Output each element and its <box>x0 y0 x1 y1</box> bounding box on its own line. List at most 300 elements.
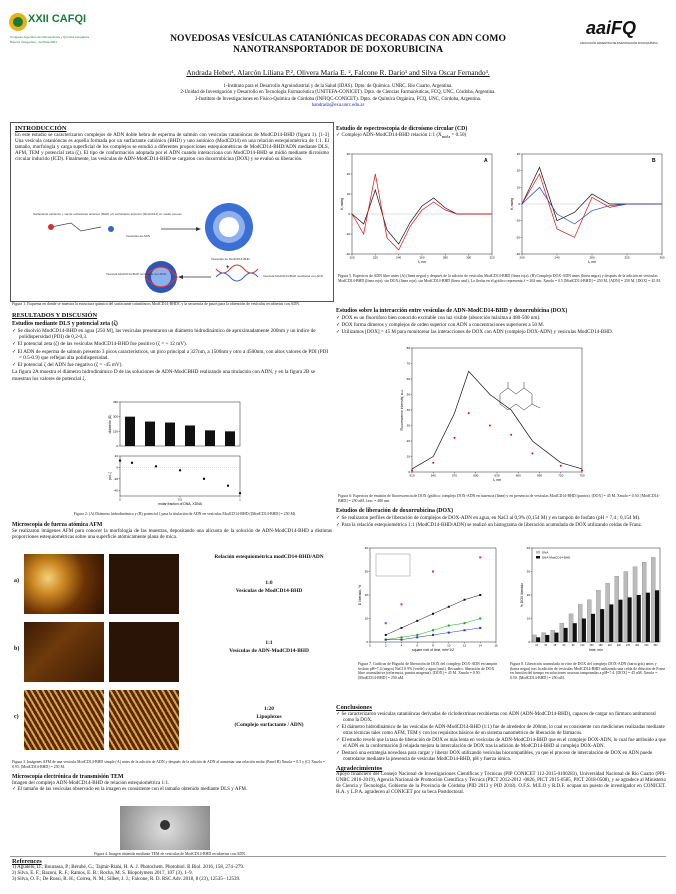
x-tick-label: 210 <box>607 644 612 647</box>
y-tick-label: 20 <box>114 454 118 458</box>
data-point <box>155 465 157 467</box>
x-axis-label: λ, nm <box>492 478 502 482</box>
x-tick-label: 690 <box>536 473 543 478</box>
cd-item-text: Complejo ADN-ModCD14-BHD relación 1:1 (X <box>341 132 442 138</box>
data-point <box>239 492 241 494</box>
bar-dna <box>560 623 564 642</box>
y-tick-label: 30 <box>516 152 520 156</box>
y-tick-label: -20 <box>113 476 118 481</box>
figure-7-caption: Figura 7. Gráficas de Higuchi de liberación de DOX del complejo DOX-ADN en tampón fosfato pH=7.4 (negro) NaCl 0.9% (verde) y agua (azul). Recuadro: liberación de DOX libre acumulativa (referencia, puntos magenta). [DOX] = 45 M. Xmola = 0.50. [ModCD14-BHD] = 250 nM. <box>358 662 498 681</box>
y-tick-label: 0 <box>116 465 118 470</box>
dls-item-2-text: El potencial zeta (ζ) de las vesículas ModCD14-BHD fue positivo (ζ = + 12 mV). <box>17 341 187 348</box>
bar-dna <box>651 557 655 642</box>
x-tick-label: 120 <box>580 644 585 647</box>
higuchi-point-azul <box>401 639 403 641</box>
x-tick-label: 280 <box>442 255 448 260</box>
data-point <box>227 485 229 487</box>
x-tick-label: 320 <box>489 255 495 260</box>
y-tick-label: 10 <box>346 192 350 196</box>
afm-a-ratio: 1:0 <box>265 580 273 586</box>
bar-dna-vesicle <box>582 619 586 643</box>
fluorescence-line <box>412 371 582 469</box>
x-tick-label: 1 <box>239 497 241 502</box>
higuchi-point-azul <box>385 639 387 641</box>
bar <box>225 431 235 446</box>
y-tick-label: 0 <box>408 470 410 474</box>
x-tick-label: 200 <box>349 255 355 260</box>
plus-sign: + <box>226 265 230 271</box>
surfactant-drawing <box>48 223 114 232</box>
panel-label-b: B <box>652 158 656 164</box>
y-axis-label: θ, mdeg <box>340 197 344 211</box>
x-tick-label: 540 <box>430 473 436 478</box>
x-tick-label: 300 <box>466 255 472 260</box>
fluorescence-point <box>581 469 583 471</box>
fluorescence-point <box>454 437 456 439</box>
data-point <box>203 478 205 480</box>
fig1-arrowhead-2 <box>178 275 183 279</box>
higuchi-point-negro <box>448 606 450 608</box>
legend-swatch-vesicle <box>536 556 540 559</box>
affiliation-2: 2-Unidad de Investigación y Desarrollo en Tecnología Farmacéutica (UNITEFA-CONICET). Dpto. de Ciencias Farmacéuticas, FCQ, UNC, Córdoba, Argentina. <box>180 90 496 96</box>
dox-item-2-text: DOX forma dímeros y complejos de orden superior con ADN a concentraciones superiores a 50 M. <box>341 322 545 329</box>
dox-list <box>336 315 666 335</box>
x-tick-label: 750 <box>579 473 585 478</box>
dox-item-1: ✓ DOX es un fluoróforo bien conocido excitable con luz visible (absorción máxima a 480-500 nm). <box>336 315 541 321</box>
figure-5-charts <box>338 146 668 272</box>
afm-ratio-title: Relación estequiométrica modCD14-BHD/ADN <box>214 554 324 560</box>
y-tick-label: 30 <box>526 569 530 574</box>
tem-image <box>120 806 210 850</box>
x-tick-label: 600 <box>473 473 479 478</box>
figure-8-caption: Figura 8. Liberación acumulada in vitro de DOX del complejo DOX-ADN (barra gris) antes y (barra negra) tras la adición de vesículas ModCD14-BHD utilizando una celda de difusión de Franz en función del tiempo en soluciones acuosas tamponadas a pH=7.4. [DOX] = 45 nM. Xmola = 0.50. [ModCD14-BHD] = 250 nM. <box>510 662 666 681</box>
x-tick-label: 10 <box>447 643 451 648</box>
release-section <box>336 508 666 529</box>
figure-2-charts <box>100 398 250 510</box>
chart-7 <box>358 546 498 652</box>
y-tick-label: 50 <box>406 392 410 397</box>
dls-item-1-text: Se disolvió ModCD14-BHD en agua [250 M], las vesículas presentaron un diámetro hidrodinámico de aproximadamente 200nm y un índice de polidispersidad (PDI) de 0,2-0,3. <box>17 328 316 341</box>
chart-2b <box>108 454 241 506</box>
x-tick-label: 45 <box>553 644 557 647</box>
y-tick-label: 30 <box>406 423 410 428</box>
intro-text: En este estudio se caracterizaron complejos de ADN doble hebra de esperma de salmón con vesículas catanióncas de ModCD14-BHD (figura 1). [1-3] Una vesícula catanióncas es aquella formada por un surfactante catiónico (BHD) y uno aniónico (ModCD14) en una relación estequiométrica de 1:1. El tamaño, morfología y carga superficial de los complejos se estudió a diferentes proporciones estequiométricas de ModCD14-BHD/ADN mediante DLS, AFM, TEM y potencial zeta (ζ). El tipo de conformación adoptada por el ADN cuando interacciona con ModCD14-BHD se midió mediante dicroísmo circular inducido (ICD). Finalmente, las vesículas de ADN-ModCD14-BHD se cargaron con doxorrubicina (DOX) y se evaluó su liberación. <box>15 132 329 163</box>
y-tick-label: 20 <box>516 168 520 173</box>
fluorescence-point <box>411 469 413 471</box>
x-tick-label: 330 <box>644 644 649 647</box>
panel-b-label: b) <box>14 646 20 652</box>
dox-item-1-text: DOX es un fluoróforo bien conocido excitable con luz visible (absorción máxima a 480-500 nm). <box>341 315 541 321</box>
conclusion-item-4: ✓ Destacó una estrategia novedosa para cargar y liberar DOX utilizando vesículas biocompatibles, ya que el proceso de intercalación de DOX en ADN puede controlarse mediante la presencia de vesículas ModCD14-BHD, pH y fuerza iónica. <box>336 751 653 762</box>
afm-heading: Microscopia de fuerza atómica AFM <box>12 522 103 528</box>
afm-image-a1 <box>24 554 104 614</box>
x-tick-label: 12 <box>462 643 467 648</box>
bar-dna-vesicle <box>573 623 577 642</box>
tem-text: Imagen del complejo ADN-ModCD14-BHD de relación estequiométrica 1:1. <box>12 780 170 786</box>
logo-left-sub2: Buenos Invirgentes - 1a Plata 2021 <box>10 40 57 44</box>
dls-list <box>12 328 332 382</box>
afm-b-ratio: 1:1 <box>265 640 273 646</box>
logo-right-text: aaiFQ <box>586 18 637 38</box>
cd-item-sub: mola <box>441 134 451 140</box>
conclusions-list <box>336 712 666 763</box>
y-tick-label: 80 <box>406 346 410 350</box>
dls-item-3: ✓ El ADN de esperma de salmón presento 3 picos característicos, un pico principal a 327nm, a 1500nm y otro a 4500nm, con altos valores de PDI (PDI = 0.5-0.9) que reflejan alta polidispersidad. <box>12 348 329 361</box>
bar-dna-vesicle <box>591 614 595 642</box>
fluorescence-point <box>560 465 562 467</box>
y-axis-label: diámetro (D) <box>108 414 112 434</box>
chart-2a <box>108 400 240 448</box>
x-tick-label: 570 <box>451 473 458 478</box>
inset-frame <box>376 554 410 576</box>
bar-dna-vesicle <box>536 637 540 642</box>
bar-dna-vesicle <box>637 595 641 642</box>
tem-item: ✓ El tamaño de las vesículas observado en la imagen es consistente con el tamaño obtenido mediante DLS y AFM. <box>12 786 248 793</box>
afm-text: Se realizaron imágenes AFM para conocer la morfología de las muestras, depositando una alícuota de la solución de ADN-ModCD14-BHD a distintas proporciones estequiométricas sobre una superficie atómicamente plana de mica. <box>12 528 332 541</box>
y-tick-label: 20 <box>364 593 368 597</box>
y-tick-label: 10 <box>364 616 368 621</box>
y-tick-label: 450 <box>112 400 118 404</box>
bar-dna <box>606 583 610 642</box>
bar-dna <box>578 604 582 642</box>
higuchi-point-negro <box>464 599 466 601</box>
cd-heading: Estudio de espectroscopia de dicroísmo circular (CD) <box>336 126 468 132</box>
x-tick-label: 14 <box>478 643 482 648</box>
authors <box>118 68 558 77</box>
dls-item-3-text: El ADN de esperma de salmón presento 3 picos característicos, un pico principal a 327nm, a 1500nm y otro a 4500nm, con altos valores de PDI (PDI = 0.5-0.9) que reflejan alta polidispersidad. <box>17 348 329 361</box>
bar-dna <box>624 572 628 643</box>
tem-heading: Microscopía electrónica de transmisión TEM <box>12 774 124 780</box>
dox-item-3: ✓ Utilizamos [DOX] = 45 M para monitorear las interacciones de DOX con ADN (complejo DOX-ADN) y vesículas ModCD14-BHD. <box>336 329 613 336</box>
figure-7-8-charts <box>336 544 666 658</box>
series-line-b-black <box>522 167 662 220</box>
bar-dna-vesicle <box>655 590 659 642</box>
fluorescence-point <box>510 434 512 436</box>
higuchi-point-verde <box>401 636 403 638</box>
release-item-1-text: Se realizaron perfiles de liberación de complejos de DOX-ADN en agua, en NaCl al 0,9% (0,154 M) y en tampón de fosfato (pH = 7,4 ; 0,154 M). <box>341 515 641 521</box>
affiliation-1: 1-Instituto para el Desarrollo Agroindustrial y de la Salud (IDAS). Dpto. de Química. UNRC. Río Cuarto, Argentina. <box>223 84 453 89</box>
higuchi-line-negro <box>386 595 481 635</box>
x-tick-label: 270 <box>626 644 630 647</box>
afm-image-a2 <box>109 554 179 614</box>
x-axis-label: λ, nm <box>587 260 597 264</box>
afm-c-label-2: (Complejo surfactante / ADN) <box>234 722 304 728</box>
bar-dna-vesicle <box>600 609 604 642</box>
references <box>12 858 662 883</box>
bar-dna-vesicle <box>609 604 613 642</box>
x-tick-label: 180 <box>598 644 603 647</box>
x-axis-label: molar fraction of DNA, XDNA <box>158 502 202 506</box>
dls-heading: Estudios mediante DLS y potencial zeta (ζ) <box>12 321 118 327</box>
higuchi-point-negro <box>385 634 387 636</box>
release-item-2: ✓ Para la relación estequiométrica 1:1 (ModCD14-BHD/ADN) se realizó un histograma de liberación acumulada de DOX utilizando celdas de Franz. <box>336 522 643 529</box>
y-tick-label: -20 <box>515 235 520 240</box>
bar-dna <box>569 614 573 642</box>
aaifq-logo <box>578 12 662 48</box>
panel-a-label: a) <box>14 578 19 584</box>
afm-a-label: Vesículas de ModCD14-BHD <box>235 588 303 594</box>
figure-1-scheme <box>11 197 333 297</box>
chart-6 <box>400 346 585 482</box>
chart-5a <box>340 152 495 264</box>
legend-label-dna: DNA <box>542 550 549 555</box>
dox-section <box>336 308 666 336</box>
higuchi-point-azul <box>448 632 450 634</box>
bar-dna <box>615 576 619 642</box>
figure-6-chart <box>390 344 590 494</box>
bar-dna <box>587 600 591 642</box>
chart-5b <box>510 152 665 264</box>
y-tick-label: 10 <box>526 616 530 621</box>
y-tick-label: 0 <box>366 640 368 644</box>
x-tick-label: 280 <box>589 255 595 260</box>
bar-dna <box>596 590 600 642</box>
results-heading: RESULTADOS Y DISCUSIÓN <box>12 312 98 319</box>
y-tick-label: 30 <box>364 569 368 574</box>
dox-item-2: ✓ DOX forma dímeros y complejos de orden superior con ADN a concentraciones superiores a 50 M. <box>336 322 545 329</box>
afm-section <box>12 522 332 540</box>
y-tick-label: 20 <box>406 439 410 443</box>
dox-bonds <box>508 382 540 408</box>
cd-section <box>336 126 666 139</box>
x-tick-label: 200 <box>519 255 525 260</box>
figure-6-caption: Figura 6: Espectros de emisión de fluorescencia de DOX (gráfica: complejo DOX-ADN en ausencia (línea) y en presencia de vesículas ModCD14-BHD (puntos). [DOX] = 45 M. Xmola = 0.50. [ModCD14-BHD] = 250 nM. λexc = 480 nm. <box>338 494 660 503</box>
conclusion-item-3-text: El estudio reveló que la tasa de liberación de DOX es más lenta en vesículas de ADN-ModCD14-BHD que en el complejo DOX-ADN, lo cual fue atribuido a que el ADN en la conformación β relajada mejora la intercalación de DOX tras la adición de ModCD14-BHD al complejo DOX-ADN. <box>341 738 666 749</box>
legend-label-vesicle: DNA-ModCD14-BHD <box>542 555 571 560</box>
y-axis-label: Fluorescence intensity, a.u. <box>400 389 404 431</box>
release-item-2-text: Para la relación estequiométrica 1:1 (ModCD14-BHD/ADN) se realizó un histograma de liberación acumulada de DOX utilizando celdas de Franz. <box>341 522 643 529</box>
release-heading: Estudios de liberación de doxorrubicina (DOX) <box>336 508 454 514</box>
bar-dna <box>532 635 536 642</box>
afm-image-b2 <box>109 622 179 682</box>
logo-right-sub: ASOCIACIÓN ARGENTINA DE INVESTIGACIÓN FISICOQUÍMICA <box>580 42 658 45</box>
x-tick-label: 240 <box>616 644 621 647</box>
bar <box>205 430 215 446</box>
bar-dna-vesicle <box>554 633 558 642</box>
conclusion-item-2-text: El diámetro hidrodinámico de las vesículas de ADN-ModCD14-BHD (1:1) fue de alrededor de 200nm, lo cual es consistente con mediciones realizadas mediante otras técnicas tales como AFM, TEM y con los requisitos básicos de un sistema nanométrico de liberación de fármacos. <box>341 725 665 736</box>
afm-image-c1 <box>24 690 104 750</box>
series-line-b-red <box>522 174 662 237</box>
dna-helix <box>216 265 258 281</box>
bar-dna <box>633 567 637 642</box>
logo-left-text: XXII CAFQI <box>28 13 87 25</box>
affiliations <box>118 84 558 109</box>
bar-dna-vesicle <box>564 628 568 642</box>
fig1-label-a: Surfactante catiónico + sal de surfactante aniónico (BHD) y/o surfactante aniónico (ModCD14) en medio acuoso <box>33 212 182 216</box>
y-tick-label: 20 <box>346 172 350 176</box>
logo-left-sub: Congreso Argentino de Fisicoquímica y Química Inorgánica <box>10 35 90 39</box>
higuchi-point-magenta <box>432 571 434 573</box>
conclusions-section <box>336 704 666 796</box>
thanks-text: Apoyo financiero del Consejo Nacional de Investigaciones Científicas y Técnicas (PIP CONICET 112-2015-0100283), Universidad Nacional de Río Cuarto (PPI-UNRC 2016-2019), Agencia Nacional de Promoción Científica y Técnica (PICT 2012-2012 -0826, PICT 2015-0585, PICT 2018-0508), y se agradece al Ministerio de Ciencia y Tecnología, Gobierno de la Provincia de Córdoba (PID 2013 y PID 2018). O.F.S. M.E.O y R.D.F. ocupan un puesto de investigador en CONICET. H.A. y L.P.A. agradecen al CONICET por su beca Postdoctoral. <box>336 772 666 795</box>
plot-frame <box>120 402 240 446</box>
x-tick-label: 16 <box>494 643 498 648</box>
data-point <box>131 462 133 464</box>
fig1-label-e: Vesícula ModCD14-BHD recubierta con ADN <box>263 274 323 278</box>
x-tick-label: 60 <box>562 644 566 647</box>
bar-dna-vesicle <box>646 593 650 642</box>
fig1-arrowhead-1 <box>196 227 201 231</box>
afm-image-b1 <box>24 622 104 682</box>
y-tick-label: -30 <box>515 252 520 256</box>
x-tick-label: 220 <box>372 255 378 260</box>
higuchi-point-verde <box>416 634 418 636</box>
x-tick-label: 0 <box>119 497 121 502</box>
plot-frame <box>352 154 492 254</box>
conclusion-item-1-text: Se caracterizaron vesículas catanióncas derivadas de ciclodextrinas recubiertas con ADN (ADN-ModCD14-BHD), capaces de cargar un fármaco antitumoral como la DOX. <box>341 712 656 723</box>
x-tick-label: 2 <box>384 643 387 648</box>
bar <box>125 417 135 446</box>
cd-item-end: = 0.50) <box>451 132 467 138</box>
series-line-a-black <box>352 190 492 244</box>
x-tick-label: 6 <box>416 643 419 648</box>
higuchi-point-verde <box>432 629 434 631</box>
fig1-label-b: Vesículas de ADN <box>126 234 151 238</box>
y-tick-label: 40 <box>364 546 368 550</box>
x-axis-label: λ, nm <box>417 260 427 264</box>
bar-dna <box>642 562 646 642</box>
y-axis-label: pot. ζ <box>108 471 112 481</box>
x-tick-label: 260 <box>419 255 425 260</box>
x-tick-label: 0.5 <box>177 497 183 502</box>
tem-item-text: El tamaño de las vesículas observado en la imagen es consistente con el tamaño obtenido mediante DLS y AFM. <box>17 786 248 793</box>
conclusion-item-4-text: Destacó una estrategia novedosa para cargar y liberar DOX utilizando vesículas biocompatibles, ya que el proceso de intercalación de DOX en ADN puede controlarse mediante la presencia de vesículas ModCD14-BHD, pH y fuerza iónica. <box>341 751 653 762</box>
bar-dna <box>542 633 546 642</box>
y-tick-label: 150 <box>112 429 118 434</box>
fluorescence-point <box>432 462 434 464</box>
cafqi-logo <box>8 8 90 48</box>
x-tick-label: 15 <box>535 644 538 647</box>
y-tick-label: 10 <box>516 185 520 190</box>
tem-section <box>12 774 332 792</box>
y-tick-label: 10 <box>406 454 410 459</box>
release-list <box>336 515 666 528</box>
vesicle-blue <box>205 203 253 251</box>
figure-1-caption: Figura 1: Esquema en donde se muestra la estructura química del surfactante catanióncos ModCD14-BHDC y la secuencia de pasos para la obtención de vesículas recubiertas con ADN. <box>12 302 300 306</box>
y-tick-label: -10 <box>345 232 350 236</box>
references-heading: References <box>12 858 42 865</box>
x-tick-label: 300 <box>635 644 640 647</box>
y-tick-label: 0 <box>518 202 520 206</box>
afm-image-c2 <box>109 690 179 750</box>
dls-item-1: ✓ Se disolvió ModCD14-BHD en agua [250 M], las vesículas presentaron un diámetro hidrodinámico de aproximadamente 200nm y un índice de polidispersidad (PDI) de 0,2-0,3. <box>12 328 316 341</box>
intro-heading: INTRODUCCIÓN <box>15 125 67 132</box>
y-tick-label: 40 <box>526 546 530 550</box>
bar-dna-vesicle <box>545 635 549 642</box>
affiliation-3: 3-Instituto de Investigaciones en Físico-Química de Córdoba (INFIQC-CONICET). Dpto. de Química Orgánica, FCQ, UNC, Córdoba, Argentina. <box>194 96 482 102</box>
series-line-a-red <box>352 174 492 250</box>
y-tick-label: -20 <box>345 252 350 256</box>
higuchi-point-negro <box>416 620 418 622</box>
x-tick-label: 660 <box>515 473 521 478</box>
y-tick-label: -10 <box>515 218 520 223</box>
x-tick-label: 4 <box>400 643 403 648</box>
x-tick-label: 240 <box>554 255 560 260</box>
data-point <box>119 459 121 461</box>
higuchi-point-azul <box>464 629 466 631</box>
y-tick-label: -40 <box>113 488 118 493</box>
reference-1: 1) Agudelo, D.; Bourassa, P.; Bérubé, G.; Tajmir-Riahi, H. A. J. Photochem. Photobiol. B Biol. 2016, 158, 274–279. <box>12 865 245 870</box>
higuchi-point-magenta <box>401 603 403 605</box>
dls-item-4-text: El potencial ζ del ADN fue negativo (ζ = -45 mV). <box>17 362 123 369</box>
figure-4-caption: Figura 4. Imagen obtenida mediante TEM de vesículas de ModCD14-BHD recubiertas con ADN. <box>94 852 246 856</box>
higuchi-point-magenta <box>479 556 481 558</box>
x-tick-label: 8 <box>432 643 434 648</box>
x-tick-label: 360 <box>659 255 665 260</box>
higuchi-point-negro <box>401 627 403 629</box>
figure-5-caption: Figura 5. Espectros de ADN libre antes (A) (línea negra) y después de la adición de vesículas ModCD14-BHD (línea roja). (B) Complejo DOX-ADN antes (línea negra) y después de la adición en vesículas ModCD14-BHD (línea roja); sin DOX (línea roja), sin ModCD14-BHD (línea azul). La flecha en el gráfico representa λ = 263 nm. Xmola = 0.5 [ModCD14-BHD] = 250 M, [ADN] = 250 M, [DOX] = 45 M. <box>338 274 661 283</box>
y-tick-label: 0 <box>116 444 118 448</box>
y-tick-label: 0 <box>348 212 350 216</box>
data-point <box>179 469 181 471</box>
y-tick-label: 20 <box>526 593 530 597</box>
divider <box>10 856 666 857</box>
fluorescence-point <box>468 412 470 414</box>
y-tick-label: 300 <box>112 414 118 419</box>
figure-3-caption: Figura 3. Imágenes AFM de una vesícula ModCD14-BHD simple (A) antes de la adición de ADN y después de la adición de ADN al aumentar una relación molar (Panel B) Xmola = 0.5 y (C) Xmola = 0.95. [ModCD14-BHD] = 250 M. <box>12 760 325 769</box>
higuchi-point-magenta <box>385 622 387 624</box>
y-axis-label: θ, mdeg <box>510 197 514 211</box>
authors-text: Andrada Heber¹, Alarcón Liliana P.², Olivera María E. ², Falcone R. Darío¹ and Silva Oscar Fernando³. <box>186 68 490 77</box>
higuchi-point-azul <box>432 634 434 636</box>
bar <box>165 423 175 446</box>
higuchi-line-verde <box>386 619 481 640</box>
higuchi-point-azul <box>479 627 481 629</box>
y-axis-label: % DOX liberado <box>520 582 524 608</box>
fig1-label-c: Vesículas de ModCD14-BHD <box>211 257 250 261</box>
x-tick-label: 150 <box>589 644 594 647</box>
x-tick-label: 0 <box>369 643 371 648</box>
x-tick-label: 360 <box>653 644 658 647</box>
email-link[interactable]: handrada@exa.unrc.edu.ar <box>311 102 365 108</box>
x-tick-label: 240 <box>396 255 402 260</box>
y-tick-label: 0 <box>528 640 530 644</box>
bar-dna <box>551 630 555 642</box>
fig1-label-d: Vesícula ModCD14-BHD recubierta con ADN <box>106 272 166 276</box>
dox-heading: Estudios sobre la interacción entre vesículas de ADN-ModCD14-BHD y doxorrubicina (DOX) <box>336 308 568 314</box>
x-tick-label: 30 <box>544 644 548 647</box>
figure-2-caption: Figura 2: (A) Diámetro hidrodinámico y (B) potencial ζ para la titulación de ADN en vesículas ModCD14-BHD ([ModCD14-BHD] = 250 M). <box>73 512 297 516</box>
x-tick-label: 320 <box>624 255 630 260</box>
intro-box <box>10 122 334 302</box>
x-axis-label: time, min <box>589 648 603 652</box>
reference-3: 3) Silva, O. F.; De Rossi, R. H.; Correa, N. M.; Silber, J. J.; Falcone, R. D. RSC Adv. 2018, 8 (23), 12535– 12539. <box>12 877 241 882</box>
higuchi-point-verde <box>464 622 466 624</box>
x-tick-label: 90 <box>571 644 575 647</box>
afm-c-label-1: Lipoplexos <box>256 714 282 720</box>
dls-text: La figura 2A muestra el diámetro hidrodinámico D de las soluciones de ADN-ModCBHD realizando una titulación con ADN, y en la figura 2B se muestran los valores de potencial ζ. <box>12 369 316 382</box>
panel-label-a: A <box>484 158 488 164</box>
chart-8 <box>520 546 660 652</box>
dox-item-3-text: Utilizamos [DOX] = 45 M para monitorear las interacciones de DOX con ADN (complejo DOX-ADN) y vesículas ModCD14-BHD. <box>341 329 613 336</box>
legend-swatch-dna <box>536 551 540 554</box>
dox-rings <box>500 388 532 410</box>
dls-item-2: ✓ El potencial zeta (ζ) de las vesículas ModCD14-BHD fue positivo (ζ = + 12 mV). <box>12 341 187 348</box>
x-axis-label: square root of time, min^1/2 <box>412 648 454 652</box>
conclusion-item-2: ✓ El diámetro hidrodinámico de las vesículas de ADN-ModCD14-BHD (1:1) fue de alrededor de 200nm, lo cual es consistente con mediciones realizadas mediante otras técnicas tales como AFM, TEM y con los requisitos básicos de un sistema nanométrico de liberación de fármacos. <box>336 725 665 736</box>
higuchi-point-verde <box>448 625 450 627</box>
conclusions-heading: Conclusiones <box>336 704 372 711</box>
tem-vesicle <box>160 820 170 830</box>
y-tick-label: 40 <box>406 408 410 412</box>
fluorescence-point <box>489 425 491 427</box>
higuchi-point-azul <box>416 636 418 638</box>
higuchi-point-verde <box>479 618 481 620</box>
vesicle-dna-coated <box>145 261 177 293</box>
bar <box>185 425 195 446</box>
bar-dna-vesicle <box>628 597 632 642</box>
x-tick-label: 510 <box>409 473 415 478</box>
